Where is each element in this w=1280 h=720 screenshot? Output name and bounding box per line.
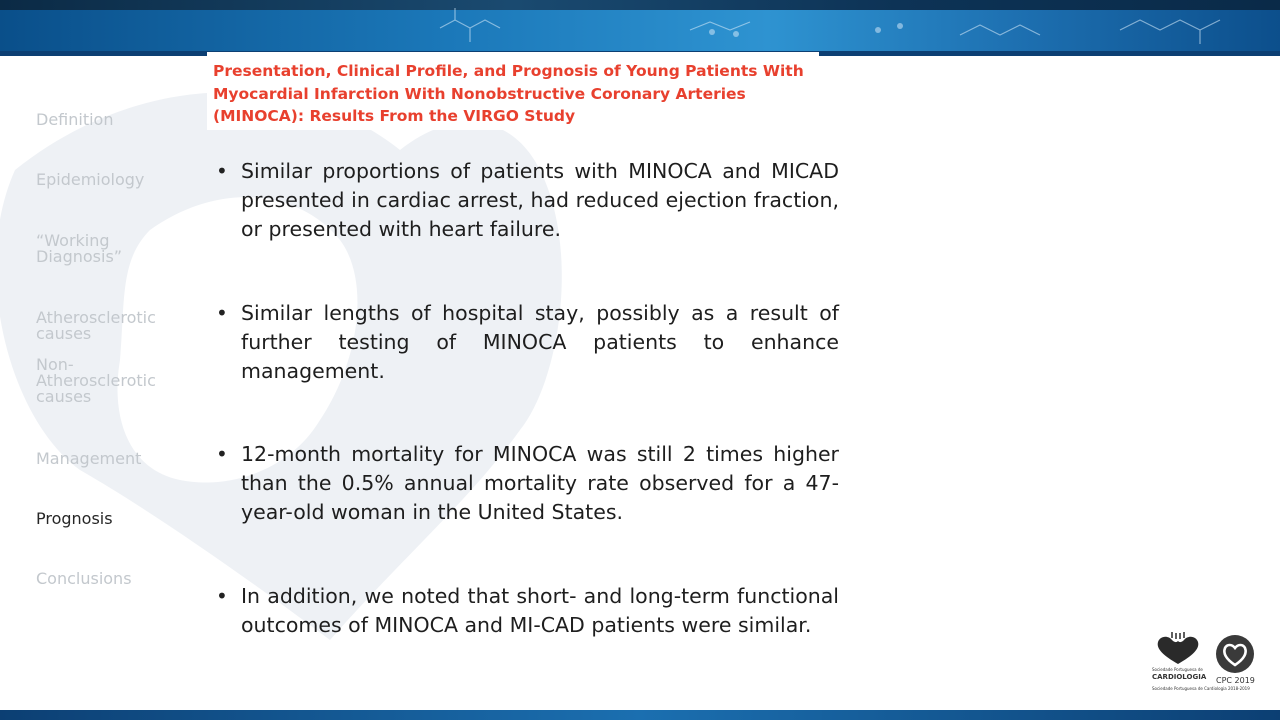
spc-small-text: Sociedade Portuguesa de	[1152, 667, 1203, 672]
bullet-dot: •	[216, 442, 228, 466]
cpc-heart-icon	[1215, 634, 1255, 674]
molecule-decoration	[0, 0, 1280, 56]
footer-logos	[1150, 630, 1260, 700]
sidebar-item-definition[interactable]: Definition	[36, 110, 114, 129]
slide-title: Presentation, Clinical Profile, and Prognosis of Young Patients With Myocardial Infarction With Nonobstructive Coronary Arteries (MINOCA): Results From the VIRGO Study	[213, 62, 804, 125]
top-banner	[0, 0, 1280, 56]
bullet-dot: •	[216, 301, 228, 325]
spc-name: CARDIOLOGIA	[1152, 673, 1207, 681]
bullet-dot: •	[216, 159, 228, 183]
sidebar-item-epidemiology[interactable]: Epidemiology	[36, 170, 145, 189]
cpc-logo	[1214, 634, 1256, 690]
bullet-text-2: Similar lengths of hospital stay, possibly as a result of further testing of MINOCA patients to enhance management.	[241, 301, 839, 383]
sidebar-item-non-atherosclerotic-causes[interactable]: Non-Atherosclerotic causes	[36, 355, 156, 406]
sidebar-item-management[interactable]: Management	[36, 449, 142, 468]
bullet-dot: •	[216, 584, 228, 608]
bullet-text-1: Similar proportions of patients with MINOCA and MICAD presented in cardiac arrest, had reduced ejection fraction, or presented with heart failure.	[241, 159, 839, 241]
bottom-banner	[0, 710, 1280, 720]
slide-title-box	[207, 52, 819, 130]
spc-heart-icon	[1150, 632, 1206, 666]
sidebar-item-working-diagnosis[interactable]: “Working Diagnosis”	[36, 231, 123, 266]
bullet-text-3: 12-month mortality for MINOCA was still 2 times higher than the 0.5% annual mortality rate observed for a 47-year-old woman in the United States.	[241, 442, 839, 524]
spc-footer-text: Sociedade Portuguesa de Cardiologia 2018-2019	[1152, 686, 1250, 691]
cpc-name: CPC 2019	[1216, 676, 1255, 685]
sidebar-item-prognosis[interactable]: Prognosis	[36, 509, 113, 528]
bullet-text-4: In addition, we noted that short- and long-term functional outcomes of MINOCA and MI-CAD patients were similar.	[241, 584, 839, 637]
sidebar-item-atherosclerotic-causes[interactable]: Atherosclerotic causes	[36, 308, 156, 343]
sidebar-item-conclusions[interactable]: Conclusions	[36, 569, 132, 588]
